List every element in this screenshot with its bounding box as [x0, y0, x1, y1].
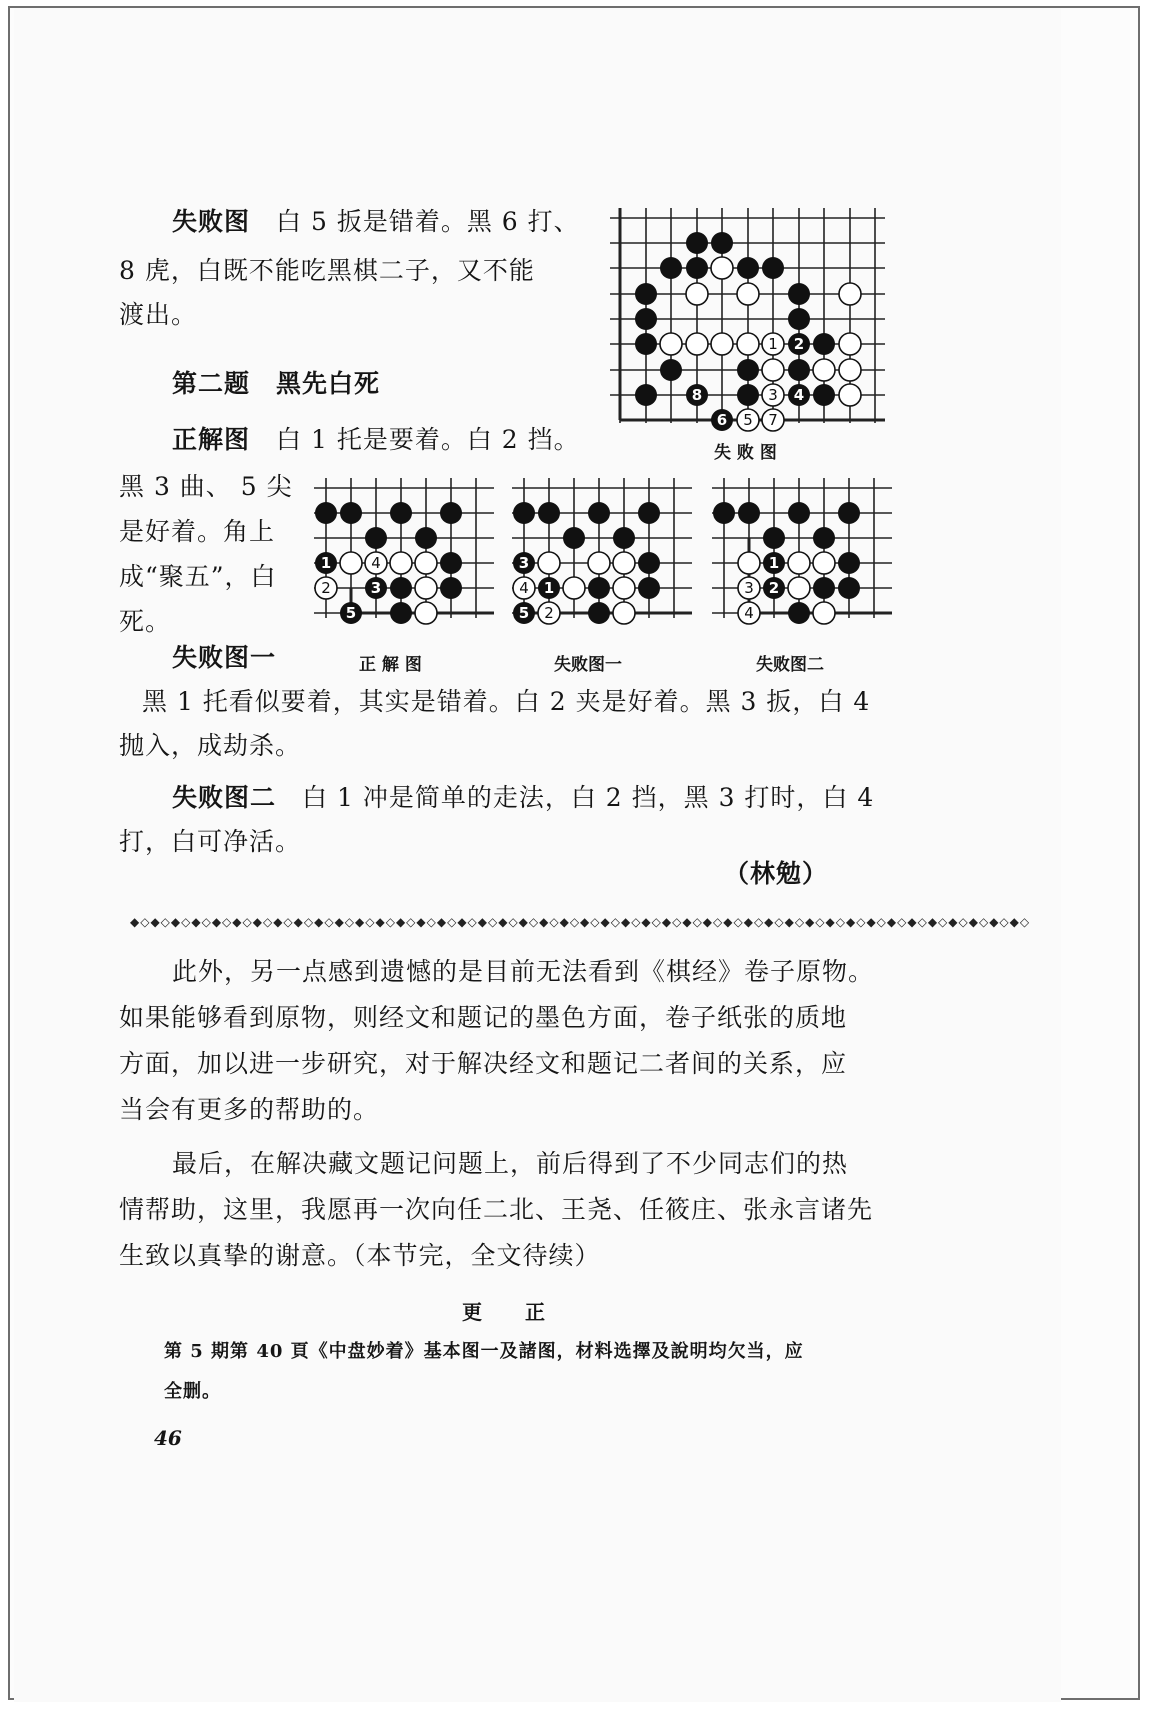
- white-stone: [686, 333, 708, 355]
- white-stone: [390, 552, 412, 574]
- black-stone: [737, 257, 759, 279]
- diagram-caption: 失败图一: [554, 655, 622, 675]
- go-diagram-correct: [314, 478, 504, 638]
- move-number: 4: [793, 386, 805, 404]
- white-stone: [711, 257, 733, 279]
- white-stone: [762, 359, 784, 381]
- white-stone: [340, 552, 362, 574]
- black-stone: [390, 502, 412, 524]
- text-line: 黑 3 曲、 5 尖: [119, 472, 293, 501]
- text-line: 此外，另一点感到遗憾的是目前无法看到《棋经》卷子原物。: [172, 957, 875, 986]
- black-stone: [813, 577, 835, 599]
- white-stone: [738, 552, 760, 574]
- black-stone: [513, 502, 535, 524]
- white-stone: [686, 283, 708, 305]
- white-stone: [563, 577, 585, 599]
- text-line: 渡出。: [119, 300, 198, 329]
- text-line: 白 1 冲是简单的走法，白 2 挡，黑 3 打时，白 4: [302, 783, 875, 812]
- go-diagram-failure-1: [512, 478, 702, 638]
- black-stone: [440, 577, 462, 599]
- black-stone: [660, 359, 682, 381]
- correction-text: 第 5 期第 40 頁《中盘妙着》基本图一及諸图，材料选擇及說明均欠当，应: [164, 1341, 804, 1362]
- white-stone: [613, 552, 635, 574]
- correction-text: 全删。: [164, 1381, 221, 1402]
- label-correct-diagram: 正解图: [172, 425, 251, 454]
- label-failure-diagram-1: 失败图一: [172, 643, 277, 672]
- move-number: 3: [370, 579, 382, 597]
- white-stone: [660, 333, 682, 355]
- black-stone: [440, 552, 462, 574]
- white-stone: [588, 552, 610, 574]
- label-failure-diagram: 失败图: [172, 207, 251, 236]
- paragraph-correct-diagram: [172, 424, 580, 456]
- text-line: 8 虎，白既不能吃黑棋二子，又不能: [119, 256, 535, 285]
- black-stone: [737, 384, 759, 406]
- white-stone: [737, 283, 759, 305]
- black-stone: [660, 257, 682, 279]
- black-stone: [813, 384, 835, 406]
- text-line: 白 1 托是要着。白 2 挡。: [276, 425, 580, 454]
- black-stone: [788, 283, 810, 305]
- label-failure-diagram-2: 失败图二: [172, 783, 277, 812]
- move-number: 1: [768, 554, 780, 572]
- black-stone: [365, 527, 387, 549]
- move-number: 5: [518, 604, 530, 622]
- move-number: 8: [691, 386, 703, 404]
- white-stone: [711, 333, 733, 355]
- paragraph-failure-diagram: [172, 206, 580, 238]
- black-stone: [763, 527, 785, 549]
- move-number: 2: [768, 579, 780, 597]
- black-stone: [635, 283, 657, 305]
- black-stone: [838, 577, 860, 599]
- white-stone: [839, 333, 861, 355]
- black-stone: [686, 232, 708, 254]
- move-number: 2: [321, 579, 331, 597]
- move-number: 7: [768, 411, 778, 429]
- black-stone: [788, 602, 810, 624]
- ornamental-divider: ◆◇◆◇◆◇◆◇◆◇◆◇◆◇◆◇◆◇◆◇◆◇◆◇◆◇◆◇◆◇◆◇◆◇◆◇◆◇◆◇◆◇◆◇◆◇◆◇◆◇◆◇◆◇◆◇◆◇◆◇◆◇◆◇◆◇◆◇◆◇◆◇◆◇◆◇◆◇◆◇◆◇◆◇◆◇◆◇: [130, 915, 1031, 929]
- author-name: （林勉）: [724, 859, 829, 888]
- black-stone: [788, 359, 810, 381]
- move-number: 1: [768, 335, 778, 353]
- black-stone: [415, 527, 437, 549]
- move-number: 2: [793, 335, 805, 353]
- white-stone: [737, 333, 759, 355]
- go-diagram-failure-2: [712, 478, 902, 638]
- white-stone: [813, 552, 835, 574]
- text-line: 如果能够看到原物，则经文和题记的墨色方面，卷子纸张的质地: [119, 1003, 848, 1032]
- text-line: 黑 1 托看似要着，其实是错着。白 2 夹是好着。黑 3 扳，白 4: [142, 687, 871, 716]
- white-stone: [813, 359, 835, 381]
- scanned-page: [14, 8, 1061, 1702]
- white-stone: [613, 602, 635, 624]
- move-number: 5: [345, 604, 357, 622]
- black-stone: [340, 502, 362, 524]
- move-number: 2: [544, 604, 554, 622]
- text-line: 情帮助，这里，我愿再一次向任二北、王尧、任筱庄、张永言诸先: [119, 1195, 874, 1224]
- black-stone: [788, 308, 810, 330]
- black-stone: [788, 502, 810, 524]
- move-number: 4: [744, 604, 754, 622]
- black-stone: [588, 602, 610, 624]
- move-number: 5: [743, 411, 753, 429]
- black-stone: [813, 527, 835, 549]
- black-stone: [613, 527, 635, 549]
- text-line: 最后，在解决藏文题记问题上，前后得到了不少同志们的热: [172, 1149, 849, 1178]
- black-stone: [635, 333, 657, 355]
- diagram-caption: 失败图二: [756, 655, 824, 675]
- move-number: 4: [519, 579, 529, 597]
- white-stone: [839, 384, 861, 406]
- move-number: 4: [371, 554, 381, 572]
- black-stone: [713, 502, 735, 524]
- black-stone: [635, 384, 657, 406]
- text-line: 死。: [119, 607, 172, 636]
- text-line: 白 5 扳是错着。黑 6 打、: [276, 207, 580, 236]
- white-stone: [839, 359, 861, 381]
- black-stone: [638, 552, 660, 574]
- diagram-caption: 正 解 图: [359, 655, 422, 675]
- problem-heading: 第二题 黑先白死: [172, 369, 381, 398]
- white-stone: [839, 283, 861, 305]
- correction-title: 更 正: [462, 1300, 546, 1324]
- black-stone: [638, 577, 660, 599]
- move-number: 3: [768, 386, 778, 404]
- black-stone: [738, 502, 760, 524]
- black-stone: [538, 502, 560, 524]
- black-stone: [440, 502, 462, 524]
- paragraph-failure-diagram-2: [172, 782, 874, 814]
- move-number: 1: [320, 554, 332, 572]
- go-diagram-failure: [610, 208, 910, 443]
- white-stone: [788, 577, 810, 599]
- black-stone: [711, 232, 733, 254]
- white-stone: [415, 602, 437, 624]
- black-stone: [838, 502, 860, 524]
- text-line: 打，白可净活。: [119, 827, 302, 856]
- white-stone: [613, 577, 635, 599]
- text-line: 是好着。角上: [119, 517, 276, 546]
- move-number: 3: [744, 579, 754, 597]
- diagram-caption: 失 败 图: [714, 443, 777, 463]
- move-number: 6: [716, 411, 728, 429]
- white-stone: [813, 602, 835, 624]
- text-line: 抛入，成劫杀。: [119, 731, 302, 760]
- black-stone: [588, 502, 610, 524]
- text-line: 当会有更多的帮助的。: [119, 1095, 380, 1124]
- black-stone: [390, 577, 412, 599]
- page-number: 46: [154, 1426, 182, 1450]
- white-stone: [415, 552, 437, 574]
- black-stone: [686, 257, 708, 279]
- black-stone: [315, 502, 337, 524]
- text-line: 生致以真挚的谢意。（本节完，全文待续）: [119, 1241, 601, 1270]
- black-stone: [838, 552, 860, 574]
- black-stone: [563, 527, 585, 549]
- black-stone: [390, 602, 412, 624]
- text-line: 方面，加以进一步研究，对于解决经文和题记二者间的关系，应: [119, 1049, 848, 1078]
- move-number: 3: [518, 554, 530, 572]
- text-line: 成“聚五”，白: [119, 562, 277, 591]
- black-stone: [588, 577, 610, 599]
- black-stone: [635, 308, 657, 330]
- move-number: 1: [543, 579, 555, 597]
- white-stone: [415, 577, 437, 599]
- black-stone: [762, 257, 784, 279]
- white-stone: [788, 552, 810, 574]
- black-stone: [813, 333, 835, 355]
- black-stone: [638, 502, 660, 524]
- black-stone: [737, 359, 759, 381]
- white-stone: [538, 552, 560, 574]
